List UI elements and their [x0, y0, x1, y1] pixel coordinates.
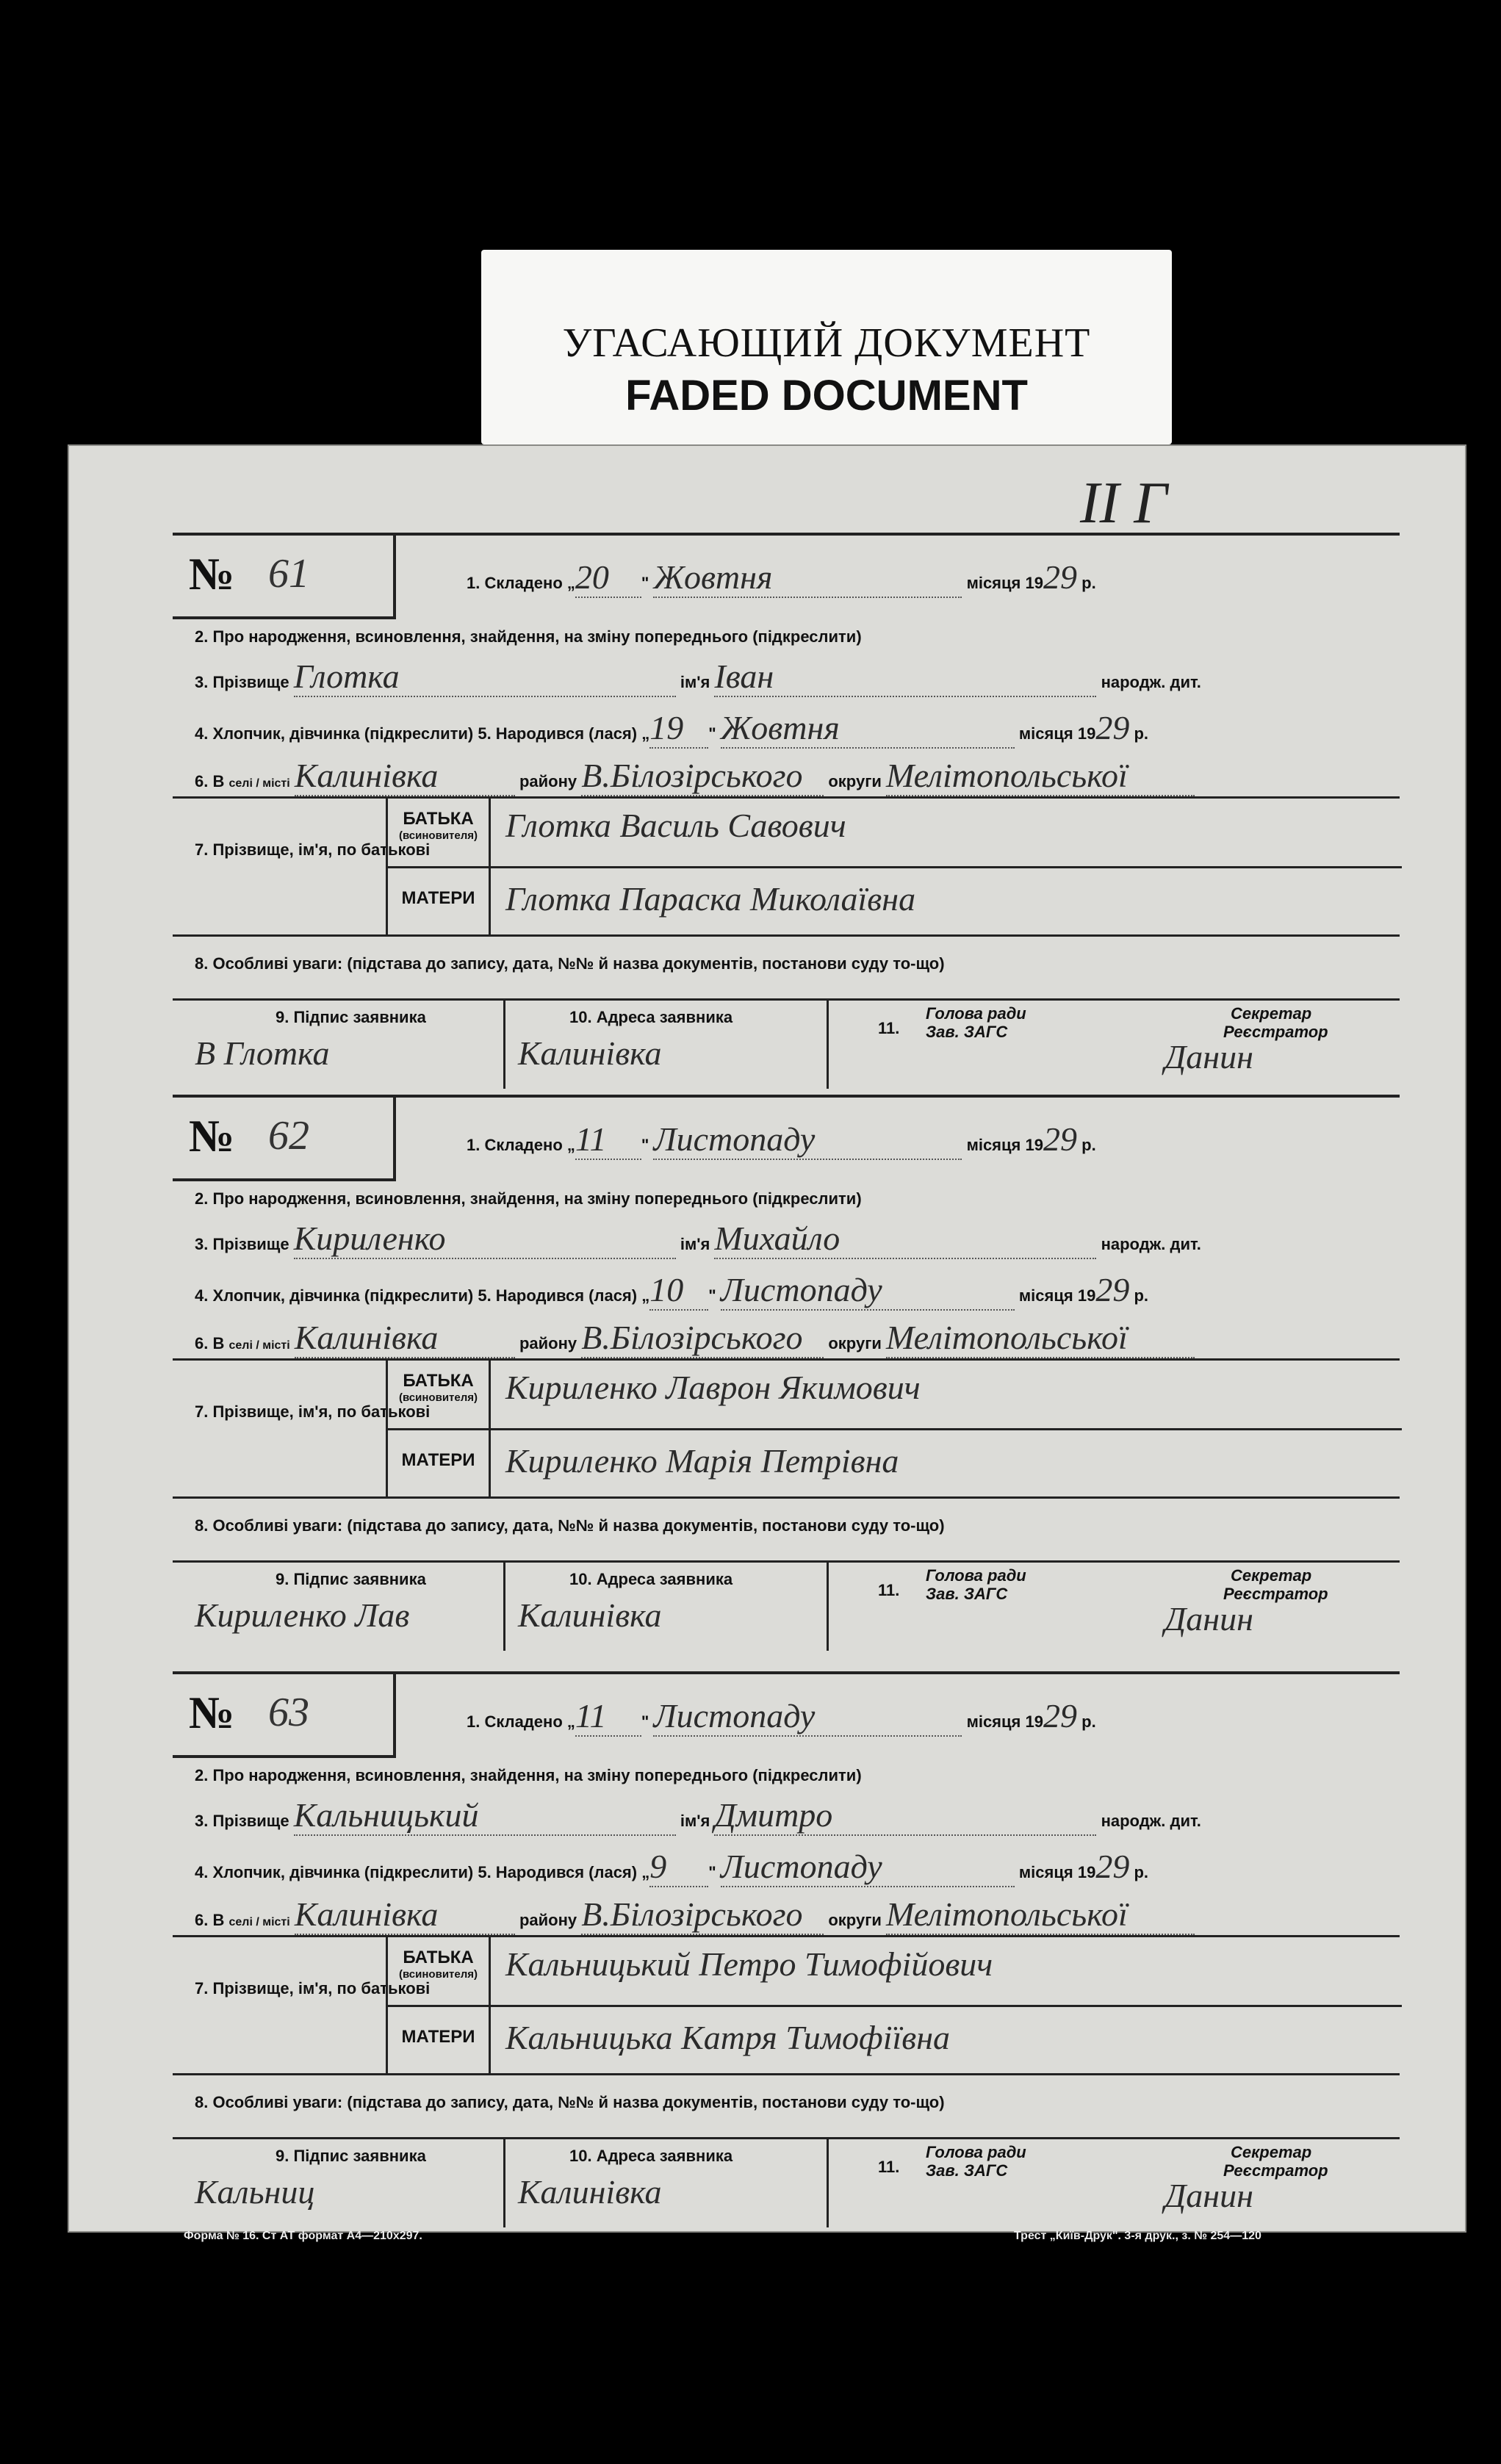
- birth-record: [173, 533, 1400, 1087]
- item-11-label: 11.: [878, 1019, 900, 1037]
- father-sub-label: (всиновителя): [398, 1391, 478, 1404]
- zags-label: Зав. ЗАГС: [926, 1585, 1008, 1603]
- secretary-label: Секретар: [1231, 1004, 1312, 1023]
- composed-label: 1. Складено: [467, 574, 563, 592]
- place-label: 6. В: [195, 772, 225, 790]
- place-row: [195, 1318, 1195, 1358]
- father-role: [388, 799, 491, 866]
- place-label: 6. В: [195, 1334, 225, 1352]
- applicant-signature-label: 9. Підпис заявника: [276, 1008, 426, 1026]
- applicant-address-cell: [503, 1563, 829, 1651]
- registrar-signature: Данин: [1165, 1600, 1253, 1638]
- registrar-label: Реєстратор: [1223, 2161, 1328, 2180]
- father-sub-label: (всиновителя): [398, 1968, 478, 1981]
- birth-year: 29: [1095, 1271, 1130, 1308]
- okrug-value: Мелітопольської: [886, 1895, 1195, 1935]
- village-city-label: селі / місті: [228, 1916, 290, 1928]
- year-prefix: 19: [1025, 1136, 1043, 1154]
- zags-label: Зав. ЗАГС: [926, 2161, 1008, 2180]
- applicant-signature: В Глотка: [195, 1034, 330, 1072]
- record-number-box: [173, 536, 396, 619]
- composed-day: 11: [575, 1696, 641, 1737]
- corner-note: II Г: [1080, 471, 1167, 536]
- okrug-value: Мелітопольської: [886, 1318, 1195, 1358]
- birth-year-prefix: 19: [1077, 1286, 1096, 1305]
- composed-day: 20: [575, 558, 641, 598]
- parents-box: [173, 1358, 1400, 1499]
- birth-month: Жовтня: [721, 708, 1015, 749]
- birth-day: 9: [649, 1847, 708, 1887]
- mother-label: МАТЕРИ: [388, 2005, 491, 2073]
- applicant-signature-cell: [173, 1563, 505, 1651]
- signature-row: [173, 2137, 1400, 2227]
- remarks-label: 8. Особливі уваги: (підстава до запису, дата, №№ й назва документів, постанови суду то-що): [195, 2093, 945, 2111]
- composed-month: Листопаду: [653, 1696, 962, 1737]
- district-label: району: [519, 772, 577, 790]
- okrug-label: округи: [828, 1911, 882, 1929]
- parents-label: 7. Прізвище, ім'я, по батькові: [195, 1402, 431, 1421]
- place-row: [195, 756, 1195, 796]
- birth-year-prefix: 19: [1077, 724, 1096, 743]
- birth-record: [173, 1671, 1400, 2225]
- father-label: БАТЬКА: [403, 1948, 474, 1967]
- applicant-address-label: 10. Адреса заявника: [569, 1570, 733, 1588]
- surname-value: Кальницький: [294, 1795, 676, 1836]
- year-suffix: р.: [1081, 574, 1096, 592]
- month-word: місяця: [966, 1136, 1021, 1154]
- birth-row: 4. Хлопчик, дівчинка (підкреслити) 5. Народився (лася) „10 " Листопаду місяця 1929 р.: [195, 1270, 1148, 1311]
- year-prefix: 19: [1025, 574, 1043, 592]
- birth-day: 10: [649, 1270, 708, 1311]
- birth-month-word: місяця: [1018, 724, 1073, 743]
- first-name-value: Дмитро: [714, 1795, 1096, 1836]
- applicant-signature: Кальниц: [195, 2173, 315, 2211]
- registrar-label: Реєстратор: [1223, 1023, 1328, 1041]
- father-role: [388, 1937, 491, 2005]
- surname-row: [195, 657, 1400, 697]
- mother-name: Глотка Параска Миколаївна: [505, 880, 916, 918]
- registrar-signature: Данин: [1165, 2177, 1253, 2214]
- birth-record: [173, 1095, 1400, 1649]
- village-value: Калинівка: [295, 756, 515, 796]
- district-label: району: [519, 1911, 577, 1929]
- nationality-label: народж. дит.: [1101, 1812, 1201, 1830]
- first-name-label: ім'я: [680, 673, 710, 691]
- mother-name: Кириленко Марія Петрівна: [505, 1442, 899, 1480]
- first-name-value: Михайло: [714, 1219, 1096, 1259]
- birth-row: 4. Хлопчик, дівчинка (підкреслити) 5. Народився (лася) „19 " Жовтня місяця 1929 р.: [195, 708, 1148, 749]
- composed-month: Жовтня: [653, 558, 962, 598]
- year-prefix: 19: [1025, 1712, 1043, 1731]
- birth-row: 4. Хлопчик, дівчинка (підкреслити) 5. Народився (лася) „9 " Листопаду місяця 1929 р.: [195, 1847, 1148, 1887]
- nationality-label: народж. дит.: [1101, 673, 1201, 691]
- composed-day: 11: [575, 1120, 641, 1160]
- father-name: Кальницький Петро Тимофійович: [505, 1945, 993, 1983]
- footer-printer-info: Трест „Київ-Друк". 3-я друк., з. № 254—120: [1014, 2230, 1261, 2242]
- birth-year-prefix: 19: [1077, 1863, 1096, 1881]
- district-label: району: [519, 1334, 577, 1352]
- composed-year: 29: [1043, 1120, 1077, 1158]
- about-label: 2. Про народження, всиновлення, знайдення, на зміну попереднього (підкреслити): [195, 627, 862, 646]
- district-value: В.Білозірського: [581, 1895, 824, 1935]
- first-name-value: Іван: [714, 657, 1096, 697]
- place-label: 6. В: [195, 1911, 225, 1929]
- item-11-label: 11.: [878, 2158, 900, 2176]
- signature-row: [173, 1560, 1400, 1651]
- zags-label: Зав. ЗАГС: [926, 1023, 1008, 1041]
- surname-row: [195, 1219, 1400, 1259]
- head-label: Голова ради: [926, 2143, 1026, 2161]
- secretary-label: Секретар: [1231, 1566, 1312, 1585]
- faded-document-label: [481, 250, 1172, 444]
- nationality-label: народж. дит.: [1101, 1235, 1201, 1253]
- surname-label: 3. Прізвище: [195, 1812, 289, 1830]
- registrar-label: Реєстратор: [1223, 1585, 1328, 1603]
- label-english: FADED DOCUMENT: [625, 372, 1028, 419]
- first-name-label: ім'я: [680, 1812, 710, 1830]
- mother-label: МАТЕРИ: [388, 1428, 491, 1496]
- applicant-signature: Кириленко Лав: [195, 1596, 410, 1634]
- record-number-box: [173, 1674, 396, 1758]
- okrug-label: округи: [828, 772, 882, 790]
- birth-month-word: місяця: [1018, 1863, 1073, 1881]
- father-role: [388, 1361, 491, 1428]
- month-word: місяця: [966, 1712, 1021, 1731]
- father-sub-label: (всиновителя): [398, 829, 478, 842]
- applicant-address-label: 10. Адреса заявника: [569, 1008, 733, 1026]
- gender-label: 4. Хлопчик, дівчинка (підкреслити) 5. Народився (лася): [195, 1863, 638, 1881]
- okrug-value: Мелітопольської: [886, 756, 1195, 796]
- secretary-label: Секретар: [1231, 2143, 1312, 2161]
- village-value: Калинівка: [295, 1895, 515, 1935]
- remarks-label: 8. Особливі уваги: (підстава до запису, дата, №№ й назва документів, постанови суду то-що): [195, 954, 945, 973]
- item-11-label: 11.: [878, 1581, 900, 1599]
- composed-row: 1. Складено „11 " Листопаду місяця 1929 р.: [467, 1696, 1096, 1737]
- district-value: В.Білозірського: [581, 1318, 824, 1358]
- number-sign: №: [189, 1688, 235, 1738]
- birth-month: Листопаду: [721, 1270, 1015, 1311]
- footer-form-info: Форма № 16. Ст АТ формат А4—210х297.: [184, 2230, 422, 2242]
- number-sign: №: [189, 1112, 235, 1161]
- signature-row: [173, 998, 1400, 1089]
- composed-label: 1. Складено: [467, 1136, 563, 1154]
- applicant-signature-cell: [173, 2139, 505, 2227]
- record-number: 63: [268, 1690, 309, 1735]
- applicant-address: Калинівка: [518, 1034, 662, 1072]
- parents-box: [173, 1935, 1400, 2075]
- father-name: Кириленко Лаврон Якимович: [505, 1369, 921, 1406]
- mother-name: Кальницька Катря Тимофіївна: [505, 2019, 951, 2056]
- parents-label: 7. Прізвище, ім'я, по батькові: [195, 1979, 431, 1998]
- number-sign: №: [189, 550, 235, 599]
- birth-year: 29: [1095, 1848, 1130, 1885]
- surname-row: [195, 1795, 1400, 1836]
- applicant-address: Калинівка: [518, 2173, 662, 2211]
- parents-label: 7. Прізвище, ім'я, по батькові: [195, 840, 431, 859]
- head-label: Голова ради: [926, 1566, 1026, 1585]
- composed-row: 1. Складено „11 " Листопаду місяця 1929 р.: [467, 1120, 1096, 1160]
- surname-value: Кириленко: [294, 1219, 676, 1259]
- place-row: [195, 1895, 1195, 1935]
- birth-year-suffix: р.: [1134, 1863, 1149, 1881]
- year-suffix: р.: [1081, 1136, 1096, 1154]
- father-label: БАТЬКА: [403, 809, 474, 829]
- remarks-label: 8. Особливі уваги: (підстава до запису, дата, №№ й назва документів, постанови суду то-що): [195, 1516, 945, 1535]
- birth-day: 19: [649, 708, 708, 749]
- applicant-address: Калинівка: [518, 1596, 662, 1634]
- surname-value: Глотка: [294, 657, 676, 697]
- birth-year: 29: [1095, 709, 1130, 746]
- composed-row: 1. Складено „20 " Жовтня місяця 1929 р.: [467, 558, 1096, 598]
- applicant-address-cell: [503, 1001, 829, 1089]
- first-name-label: ім'я: [680, 1235, 710, 1253]
- label-russian: УГАСАЮЩИЙ ДОКУМЕНТ: [562, 320, 1091, 366]
- father-name: Глотка Василь Савович: [505, 807, 846, 844]
- applicant-address-cell: [503, 2139, 829, 2227]
- birth-year-suffix: р.: [1134, 1286, 1149, 1305]
- composed-month: Листопаду: [653, 1120, 962, 1160]
- record-number: 61: [268, 551, 309, 597]
- composed-year: 29: [1043, 1697, 1077, 1734]
- gender-label: 4. Хлопчик, дівчинка (підкреслити) 5. Народився (лася): [195, 724, 638, 743]
- birth-month: Листопаду: [721, 1847, 1015, 1887]
- composed-label: 1. Складено: [467, 1712, 563, 1731]
- birth-year-suffix: р.: [1134, 724, 1149, 743]
- village-value: Калинівка: [295, 1318, 515, 1358]
- birth-month-word: місяця: [1018, 1286, 1073, 1305]
- father-label: БАТЬКА: [403, 1371, 474, 1391]
- district-value: В.Білозірського: [581, 756, 824, 796]
- year-suffix: р.: [1081, 1712, 1096, 1731]
- okrug-label: округи: [828, 1334, 882, 1352]
- head-label: Голова ради: [926, 1004, 1026, 1023]
- about-label: 2. Про народження, всиновлення, знайдення, на зміну попереднього (підкреслити): [195, 1766, 862, 1784]
- applicant-signature-label: 9. Підпис заявника: [276, 2147, 426, 2165]
- month-word: місяця: [966, 574, 1021, 592]
- gender-label: 4. Хлопчик, дівчинка (підкреслити) 5. Народився (лася): [195, 1286, 638, 1305]
- mother-label: МАТЕРИ: [388, 866, 491, 934]
- applicant-signature-label: 9. Підпис заявника: [276, 1570, 426, 1588]
- applicant-address-label: 10. Адреса заявника: [569, 2147, 733, 2165]
- surname-label: 3. Прізвище: [195, 673, 289, 691]
- village-city-label: селі / місті: [228, 777, 290, 790]
- about-label: 2. Про народження, всиновлення, знайдення, на зміну попереднього (підкреслити): [195, 1189, 862, 1208]
- record-number-box: [173, 1098, 396, 1181]
- parents-box: [173, 796, 1400, 937]
- registrar-signature: Данин: [1165, 1038, 1253, 1076]
- composed-year: 29: [1043, 558, 1077, 596]
- surname-label: 3. Прізвище: [195, 1235, 289, 1253]
- village-city-label: селі / місті: [228, 1339, 290, 1352]
- applicant-signature-cell: [173, 1001, 505, 1089]
- record-number: 62: [268, 1113, 309, 1159]
